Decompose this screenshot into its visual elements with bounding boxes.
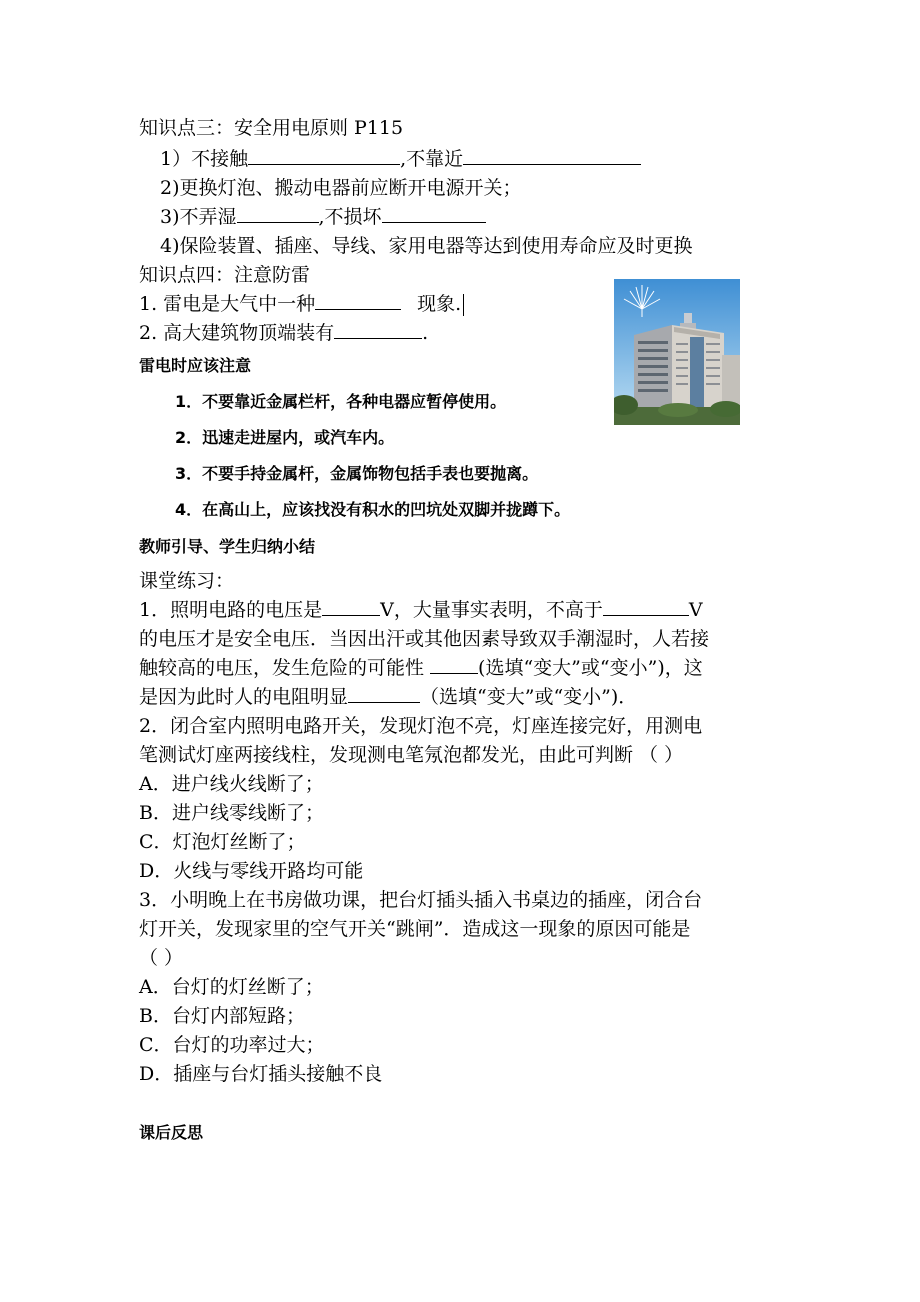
rule-item-2: 2)更换灯泡、搬动电器前应断开电源开关；	[160, 177, 522, 199]
question-1-line-3: 触较高的电压，发生危险的可能性 (选填“变大”或“变小”)，这	[139, 657, 703, 679]
question-3-line-3: （ ）	[139, 947, 184, 969]
rule-item-4: 4)保险装置、插座、导线、家用电器等达到使用寿命应及时更换	[160, 235, 693, 257]
question-3-option-b: B．台灯内部短路；	[139, 1005, 305, 1027]
question-2-option-c: C．灯泡灯丝断了；	[139, 831, 306, 853]
practice-heading: 课堂练习：	[139, 570, 235, 592]
summary-heading: 教师引导、学生归纳小结	[139, 537, 316, 556]
answer-blank	[248, 146, 400, 165]
lightning-rod-building-image	[614, 279, 740, 425]
reflection-heading: 课后反思	[139, 1123, 204, 1142]
text-cursor	[463, 294, 464, 316]
rule-item-1: 1）不接触 ,不靠近	[160, 146, 641, 172]
building-illustration	[614, 279, 740, 425]
question-3-option-a: A．台灯的灯丝断了；	[139, 976, 324, 998]
answer-blank	[348, 684, 420, 703]
answer-blank	[382, 204, 486, 223]
answer-blank	[430, 655, 478, 674]
thunder-tip-3: 3．不要手持金属杆，金属饰物包括手表也要抛离。	[175, 464, 539, 483]
section-heading-4: 知识点四：注意防雷	[139, 264, 311, 286]
thunder-tip-2: 2．迅速走进屋内，或汽车内。	[175, 428, 395, 447]
answer-blank	[237, 204, 319, 223]
rule-item-3: 3)不弄湿 ,不损坏	[160, 204, 486, 230]
question-2-line-1: 2．闭合室内照明电路开关，发现灯泡不亮，灯座连接完好，用测电	[139, 715, 703, 737]
thunder-tip-1: 1．不要靠近金属栏杆，各种电器应暂停使用。	[175, 392, 507, 411]
answer-blank	[463, 146, 641, 165]
question-3-line-1: 3．小明晚上在书房做功课，把台灯插头插入书桌边的插座，闭合台	[139, 889, 703, 911]
question-3-option-d: D．插座与台灯插头接触不良	[139, 1063, 383, 1085]
question-2-option-a: A．进户线火线断了；	[139, 773, 324, 795]
question-3-option-c: C．台灯的功率过大；	[139, 1034, 325, 1056]
question-2-line-2: 笔测试灯座两接线柱，发现测电笔氖泡都发光，由此可判断 （ ）	[139, 744, 684, 766]
question-1-line-1: 1．照明电路的电压是 V，大量事实表明，不高于 V	[139, 599, 703, 621]
answer-blank	[603, 597, 689, 616]
thunder-heading: 雷电时应该注意	[139, 356, 252, 375]
question-2-option-d: D．火线与零线开路均可能	[139, 860, 364, 882]
question-1-line-4: 是因为此时人的电阻明显 （选填“变大”或“变小”)．	[139, 686, 638, 708]
question-3-line-2: 灯开关，发现家里的空气开关“跳闸”．造成这一现象的原因可能是	[139, 918, 691, 940]
question-1-line-2: 的电压才是安全电压．当因出汗或其他因素导致双手潮湿时，人若接	[139, 628, 710, 650]
answer-blank	[322, 597, 380, 616]
answer-blank	[334, 320, 422, 339]
answer-blank	[315, 291, 401, 310]
question-2-option-b: B．进户线零线断了；	[139, 802, 324, 824]
section-heading-3: 知识点三：安全用电原则 P115	[139, 117, 404, 139]
lightning-question-2: 2. 高大建筑物顶端装有 .	[139, 322, 429, 344]
thunder-tip-4: 4．在高山上，应该找没有积水的凹坑处双脚并拢蹲下。	[175, 500, 571, 519]
lightning-question-1: 1. 雷电是大气中一种 现象.	[139, 291, 464, 317]
